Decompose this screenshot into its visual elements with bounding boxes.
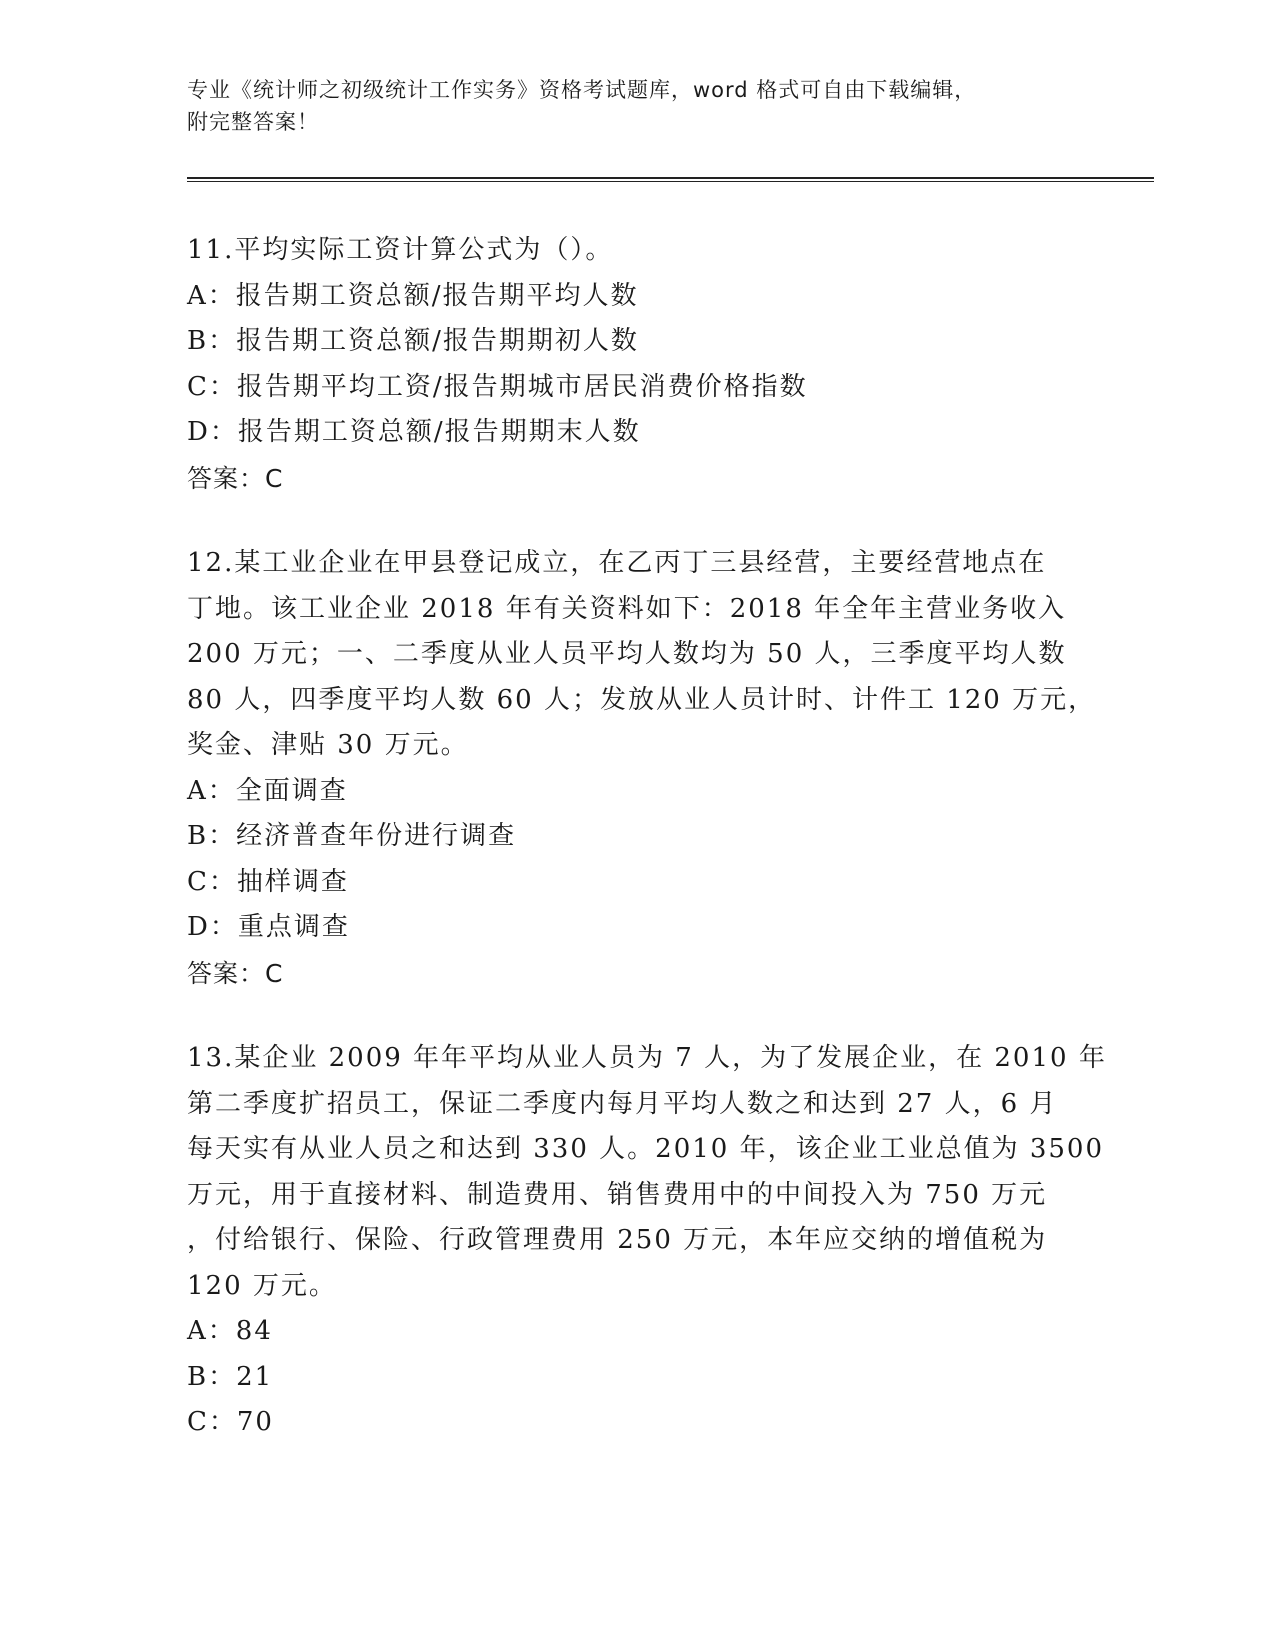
option-d: D：报告期工资总额/报告期期末人数	[187, 417, 641, 447]
option-c: C：抽样调查	[187, 866, 349, 897]
question-11	[187, 228, 1087, 501]
option-c: C：报告期平均工资/报告期城市居民消费价格指数	[187, 371, 808, 402]
question-stem-line: 奖金、津贴 30 万元。	[187, 730, 469, 760]
option-a: A：84	[187, 1316, 273, 1346]
answer-label: 答案：C	[187, 463, 284, 493]
header-divider	[187, 177, 1154, 182]
question-stem-line: 120 万元。	[187, 1270, 337, 1301]
question-12	[187, 541, 1097, 996]
question-stem-line: 200 万元；一、二季度从业人员平均人数均为 50 人，三季度平均人数	[187, 639, 1067, 669]
question-13	[187, 1036, 1107, 1446]
option-a: A：全面调查	[187, 775, 348, 806]
header-line-1: 专业《统计师之初级统计工作实务》资格考试题库，word 格式可自由下载编辑，	[187, 78, 977, 102]
option-b: B：21	[187, 1361, 274, 1392]
option-c: C：70	[187, 1407, 274, 1437]
question-stem: 11.平均实际工资计算公式为（）。	[187, 235, 614, 265]
question-stem-line: 12.某工业企业在甲县登记成立，在乙丙丁三县经营，主要经营地点在	[187, 548, 1047, 578]
question-list	[187, 228, 1107, 1486]
question-stem-line: 万元，用于直接材料、制造费用、销售费用中的中间投入为 750 万元	[187, 1179, 1048, 1210]
question-stem-line: 第二季度扩招员工，保证二季度内每月平均人数之和达到 27 人，6 月	[187, 1088, 1058, 1119]
option-a: A：报告期工资总额/报告期平均人数	[187, 280, 639, 311]
option-b: B：经济普查年份进行调查	[187, 821, 517, 851]
option-b: B：报告期工资总额/报告期期初人数	[187, 326, 639, 356]
question-stem-line: 80 人，四季度平均人数 60 人；发放从业人员计时、计件工 120 万元，	[187, 684, 1097, 715]
page-header	[187, 74, 1087, 138]
question-stem-line: 每天实有从业人员之和达到 330 人。2010 年，该企业工业总值为 3500	[187, 1134, 1105, 1164]
answer-label: 答案：C	[187, 958, 284, 988]
question-stem-line: 13.某企业 2009 年年平均从业人员为 7 人，为了发展企业，在 2010 年	[187, 1043, 1107, 1073]
question-stem-line: 丁地。该工业企业 2018 年有关资料如下：2018 年全年主营业务收入	[187, 593, 1067, 624]
option-d: D：重点调查	[187, 912, 350, 942]
question-stem-line: ，付给银行、保险、行政管理费用 250 万元，本年应交纳的增值税为	[187, 1225, 1048, 1255]
header-line-2: 附完整答案！	[187, 110, 319, 134]
